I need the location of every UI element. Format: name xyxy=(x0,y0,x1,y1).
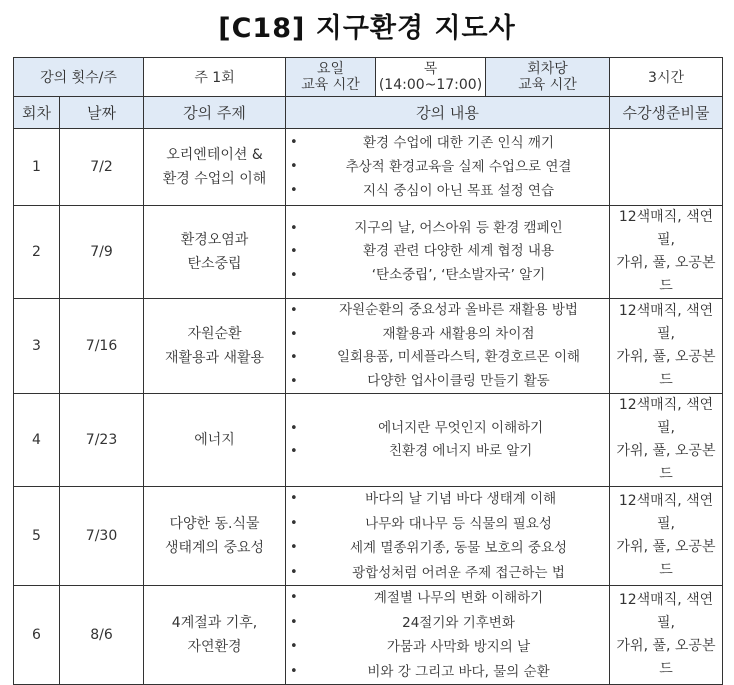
content-item: • 계절별 나무의 변화 이해하기 xyxy=(286,586,609,611)
topic-line1: 오리엔테이션 & xyxy=(166,147,263,163)
table-row xyxy=(14,129,723,206)
per-session-label-line2: 교육 시간 xyxy=(518,77,577,93)
session-date: 7/2 xyxy=(60,129,144,206)
topic-line2: 환경 수업의 이해 xyxy=(162,171,267,187)
content-item: • 세계 멸종위기종, 동물 보호의 중요성 xyxy=(286,536,609,561)
session-date: 7/30 xyxy=(60,487,144,586)
content-item: • 일회용품, 미세플라스틱, 환경호르몬 이해 xyxy=(286,346,609,370)
content-list xyxy=(286,487,609,585)
col-header-topic: 강의 주제 xyxy=(144,97,286,129)
day-value xyxy=(376,58,486,97)
materials-line1: 12색매직, 색연필, xyxy=(618,397,714,436)
content-item: • 24절기와 기후변화 xyxy=(286,611,609,636)
content-item: • 자원순환의 중요성과 올바른 재활용 방법 xyxy=(286,299,609,323)
day-value-line1: 목 xyxy=(423,61,438,77)
content-list xyxy=(286,217,609,288)
topic-line2: 탄소중립 xyxy=(187,256,242,272)
content-item: • ‘탄소중립’, ‘탄소발자국’ 알기 xyxy=(286,264,609,288)
session-no: 1 xyxy=(14,129,60,206)
col-header-no: 회차 xyxy=(14,97,60,129)
materials-line2: 가위, 풀, 오공본드 xyxy=(616,349,716,388)
session-topic xyxy=(144,394,286,487)
per-session-label-line1: 회차당 xyxy=(527,61,568,77)
topic-line1: 다양한 동.식물 xyxy=(169,516,260,532)
content-item: • 친환경 에너지 바로 알기 xyxy=(286,440,609,463)
materials-line2: 가위, 풀, 오공본드 xyxy=(616,443,716,482)
content-item: • 지식 중심이 아닌 목표 설정 연습 xyxy=(286,179,609,203)
session-topic xyxy=(144,586,286,685)
col-header-date: 날짜 xyxy=(60,97,144,129)
content-item: • 가뭄과 사막화 방지의 날 xyxy=(286,635,609,660)
content-list xyxy=(286,131,609,203)
sessions-label: 강의 횟수/주 xyxy=(14,58,144,97)
table-row xyxy=(14,487,723,586)
content-item: • 재활용과 새활용의 차이점 xyxy=(286,323,609,347)
session-no: 3 xyxy=(14,299,60,394)
content-item: • 다양한 업사이클링 만들기 활동 xyxy=(286,370,609,394)
session-materials xyxy=(610,206,723,299)
content-item: • 바다의 날 기념 바다 생태계 이해 xyxy=(286,487,609,512)
topic-line1: 4계절과 기후, xyxy=(171,615,258,631)
topic-line1: 환경오염과 xyxy=(180,232,249,248)
col-header-materials: 수강생준비물 xyxy=(610,97,723,129)
session-content xyxy=(286,129,610,206)
content-item: • 에너지란 무엇인지 이해하기 xyxy=(286,417,609,440)
materials-line1: 12색매직, 색연필, xyxy=(618,592,714,631)
session-materials xyxy=(610,299,723,394)
session-materials xyxy=(610,129,723,206)
materials-line2: 가위, 풀, 오공본드 xyxy=(616,255,716,294)
session-materials xyxy=(610,586,723,685)
table-row xyxy=(14,586,723,685)
session-date: 8/6 xyxy=(60,586,144,685)
session-topic xyxy=(144,206,286,299)
session-content xyxy=(286,206,610,299)
content-list xyxy=(286,586,609,684)
content-list xyxy=(286,417,609,463)
session-date: 7/16 xyxy=(60,299,144,394)
session-materials xyxy=(610,394,723,487)
content-item: • 광합성처럼 어려운 주제 접근하는 법 xyxy=(286,561,609,586)
session-no: 5 xyxy=(14,487,60,586)
topic-line2: 생태계의 중요성 xyxy=(164,540,265,556)
session-content xyxy=(286,586,610,685)
info-row xyxy=(14,58,723,97)
day-label-line2: 교육 시간 xyxy=(301,77,360,93)
day-label xyxy=(286,58,376,97)
content-item: • 환경 관련 다양한 세계 협정 내용 xyxy=(286,240,609,264)
session-topic xyxy=(144,487,286,586)
session-no: 4 xyxy=(14,394,60,487)
session-content xyxy=(286,487,610,586)
day-value-line2: (14:00~17:00) xyxy=(378,77,483,93)
materials-line1: 12색매직, 색연필, xyxy=(618,209,714,248)
content-item: • 지구의 날, 어스아워 등 환경 캠페인 xyxy=(286,217,609,241)
session-no: 6 xyxy=(14,586,60,685)
per-session-value: 3시간 xyxy=(610,58,723,97)
day-label-line1: 요일 xyxy=(316,61,345,77)
table-row xyxy=(14,206,723,299)
table-row xyxy=(14,299,723,394)
per-session-label xyxy=(486,58,610,97)
topic-line2: 자연환경 xyxy=(187,639,242,655)
content-item: • 비와 강 그리고 바다, 물의 순환 xyxy=(286,660,609,685)
materials-line2: 가위, 풀, 오공본드 xyxy=(616,638,716,677)
session-topic xyxy=(144,299,286,394)
col-header-content: 강의 내용 xyxy=(286,97,610,129)
schedule-table xyxy=(13,57,723,685)
content-item: • 추상적 환경교육을 실제 수업으로 연결 xyxy=(286,155,609,179)
materials-line2: 가위, 풀, 오공본드 xyxy=(616,539,716,578)
session-date: 7/23 xyxy=(60,394,144,487)
topic-line1: 자원순환 xyxy=(187,326,242,342)
sessions-value: 주 1회 xyxy=(144,58,286,97)
content-item: • 나무와 대나무 등 식물의 필요성 xyxy=(286,512,609,537)
session-date: 7/9 xyxy=(60,206,144,299)
session-content xyxy=(286,394,610,487)
session-materials xyxy=(610,487,723,586)
content-list xyxy=(286,299,609,393)
materials-line1: 12색매직, 색연필, xyxy=(618,493,714,532)
topic-line1: 에너지 xyxy=(194,432,235,448)
session-no: 2 xyxy=(14,206,60,299)
page-title: [C18] 지구환경 지도사 xyxy=(218,13,516,44)
column-header-row xyxy=(14,97,723,129)
table-row xyxy=(14,394,723,487)
topic-line2: 재활용과 새활용 xyxy=(164,350,265,366)
session-topic xyxy=(144,129,286,206)
content-item: • 환경 수업에 대한 기존 인식 깨기 xyxy=(286,131,609,155)
session-content xyxy=(286,299,610,394)
materials-line1: 12색매직, 색연필, xyxy=(618,303,714,342)
